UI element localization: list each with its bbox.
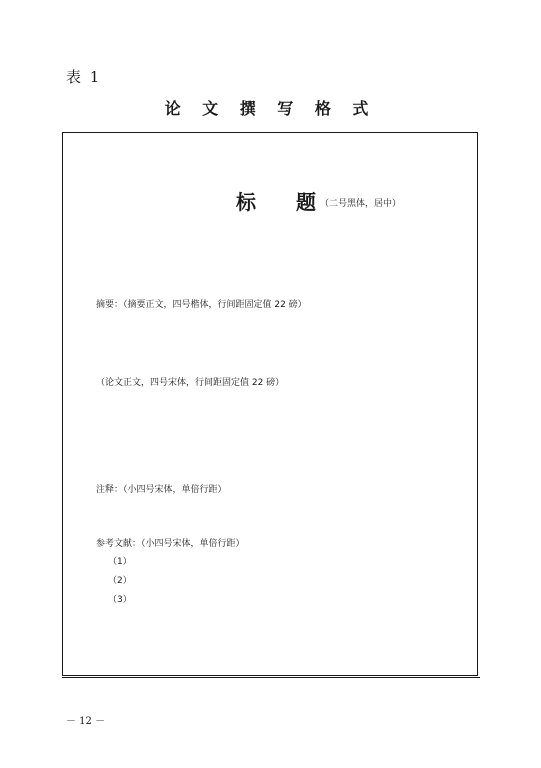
- sample-heading-char-2: 题: [296, 190, 316, 214]
- table-label: 表 1: [66, 68, 102, 86]
- bottom-rule: [62, 677, 480, 678]
- reference-item: （3）: [108, 595, 132, 605]
- reference-item: （2）: [108, 576, 132, 586]
- sample-heading-char-1: 标: [236, 190, 256, 214]
- abstract-line: 摘要：（摘要正文，四号楷体，行间距固定值 22 磅）: [96, 300, 307, 310]
- document-title: 论 文 撰 写 格 式: [164, 99, 377, 118]
- sample-heading-note: （二号黑体，居中）: [320, 199, 402, 209]
- notes-line: 注释：（小四号宋体，单倍行距）: [96, 485, 227, 495]
- body-text-line: （论文正文，四号宋体，行间距固定值 22 磅）: [96, 378, 285, 388]
- page-number: － 12 －: [66, 716, 106, 727]
- sample-heading: [236, 186, 316, 215]
- references-label: 参考文献：（小四号宋体，单倍行距）: [96, 539, 245, 549]
- reference-item: （1）: [108, 557, 132, 567]
